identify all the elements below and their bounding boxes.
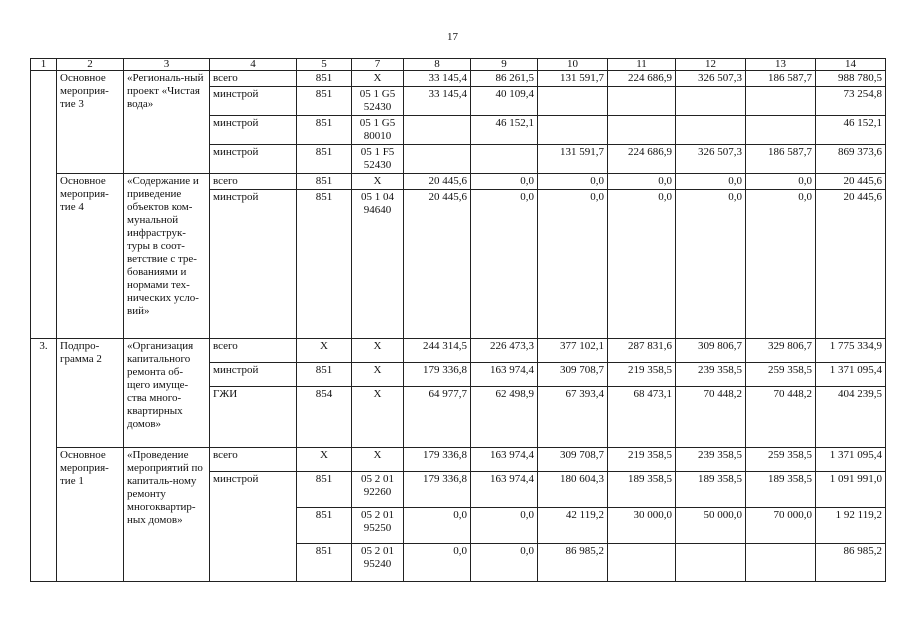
subprogram-description: «Организация капитального ремонта об-щего имуще-ства много-квартирных домов» xyxy=(124,339,210,448)
event-name: Основное мероприя-тие 1 xyxy=(57,448,124,582)
budget-table xyxy=(30,58,886,582)
value-cell: 0,0 xyxy=(608,174,676,190)
value-cell xyxy=(608,544,676,582)
executor-cell: ГЖИ xyxy=(210,387,297,448)
code-cell: 851 xyxy=(297,508,352,544)
value-cell: 239 358,5 xyxy=(676,448,746,472)
value-cell xyxy=(746,116,816,145)
value-cell: 20 445,6 xyxy=(816,190,886,339)
value-cell: 224 686,9 xyxy=(608,145,676,174)
value-cell: 163 974,4 xyxy=(471,363,538,387)
value-cell: 86 985,2 xyxy=(538,544,608,582)
value-cell: 20 445,6 xyxy=(404,174,471,190)
code-cell: 05 1 04 94640 xyxy=(352,190,404,339)
value-cell: 0,0 xyxy=(538,190,608,339)
value-cell: 46 152,1 xyxy=(471,116,538,145)
value-cell: 0,0 xyxy=(746,190,816,339)
row-number: 3. xyxy=(31,339,57,582)
header-cell: 3 xyxy=(124,59,210,71)
value-cell: 163 974,4 xyxy=(471,472,538,508)
value-cell: 70 448,2 xyxy=(746,387,816,448)
header-cell: 8 xyxy=(404,59,471,71)
value-cell: 287 831,6 xyxy=(608,339,676,363)
executor-cell: всего xyxy=(210,174,297,190)
code-cell: X xyxy=(352,387,404,448)
value-cell: 1 775 334,9 xyxy=(816,339,886,363)
header-cell: 4 xyxy=(210,59,297,71)
code-cell: 05 2 01 92260 xyxy=(352,472,404,508)
table-row xyxy=(31,71,886,87)
code-cell: X xyxy=(352,448,404,472)
value-cell: 179 336,8 xyxy=(404,363,471,387)
code-cell: X xyxy=(352,339,404,363)
value-cell xyxy=(404,145,471,174)
value-cell: 67 393,4 xyxy=(538,387,608,448)
value-cell: 0,0 xyxy=(538,174,608,190)
value-cell xyxy=(608,116,676,145)
code-cell: X xyxy=(352,174,404,190)
value-cell: 46 152,1 xyxy=(816,116,886,145)
executor-cell: минстрой xyxy=(210,87,297,116)
value-cell: 86 985,2 xyxy=(816,544,886,582)
value-cell: 0,0 xyxy=(471,508,538,544)
event-name: Основное мероприя-тие 3 xyxy=(57,71,124,174)
value-cell: 70 448,2 xyxy=(676,387,746,448)
value-cell: 179 336,8 xyxy=(404,472,471,508)
value-cell: 20 445,6 xyxy=(816,174,886,190)
executor-cell: всего xyxy=(210,448,297,472)
value-cell: 189 358,5 xyxy=(746,472,816,508)
event-name: Основное мероприя-тие 4 xyxy=(57,174,124,339)
empty-cell xyxy=(31,71,57,339)
event-description: «Проведение мероприятий по капиталь-ному ремонту многоквартир-ных домов» xyxy=(124,448,210,582)
code-cell: X xyxy=(297,448,352,472)
code-cell: 05 1 G5 52430 xyxy=(352,87,404,116)
header-row xyxy=(31,59,886,71)
value-cell: 259 358,5 xyxy=(746,363,816,387)
event-description: «Региональ-ный проект «Чистая вода» xyxy=(124,71,210,174)
value-cell xyxy=(471,145,538,174)
value-cell: 189 358,5 xyxy=(608,472,676,508)
value-cell: 259 358,5 xyxy=(746,448,816,472)
value-cell: 326 507,3 xyxy=(676,145,746,174)
page-number: 17 xyxy=(447,31,458,43)
value-cell: 239 358,5 xyxy=(676,363,746,387)
value-cell: 131 591,7 xyxy=(538,71,608,87)
code-cell: 05 1 G5 80010 xyxy=(352,116,404,145)
value-cell xyxy=(404,116,471,145)
value-cell: 0,0 xyxy=(404,544,471,582)
executor-cell: всего xyxy=(210,71,297,87)
code-cell: 851 xyxy=(297,190,352,339)
value-cell: 326 507,3 xyxy=(676,71,746,87)
executor-cell: минстрой xyxy=(210,116,297,145)
value-cell: 0,0 xyxy=(471,174,538,190)
value-cell xyxy=(746,87,816,116)
code-cell: 05 1 F5 52430 xyxy=(352,145,404,174)
code-cell: 05 2 01 95240 xyxy=(352,544,404,582)
code-cell: X xyxy=(352,71,404,87)
value-cell xyxy=(608,87,676,116)
value-cell: 86 261,5 xyxy=(471,71,538,87)
table-row xyxy=(31,174,886,190)
value-cell: 186 587,7 xyxy=(746,71,816,87)
value-cell: 0,0 xyxy=(404,508,471,544)
value-cell: 0,0 xyxy=(746,174,816,190)
value-cell: 226 473,3 xyxy=(471,339,538,363)
header-cell: 12 xyxy=(676,59,746,71)
value-cell xyxy=(676,87,746,116)
executor-cell: минстрой xyxy=(210,363,297,387)
header-cell: 5 xyxy=(297,59,352,71)
value-cell: 0,0 xyxy=(676,190,746,339)
value-cell: 309 806,7 xyxy=(676,339,746,363)
value-cell: 0,0 xyxy=(676,174,746,190)
value-cell: 1 091 991,0 xyxy=(816,472,886,508)
value-cell: 224 686,9 xyxy=(608,71,676,87)
value-cell: 68 473,1 xyxy=(608,387,676,448)
value-cell: 62 498,9 xyxy=(471,387,538,448)
value-cell: 1 92 119,2 xyxy=(816,508,886,544)
value-cell: 179 336,8 xyxy=(404,448,471,472)
code-cell: 851 xyxy=(297,116,352,145)
code-cell: X xyxy=(352,363,404,387)
code-cell: 851 xyxy=(297,87,352,116)
value-cell: 30 000,0 xyxy=(608,508,676,544)
header-cell: 10 xyxy=(538,59,608,71)
value-cell: 50 000,0 xyxy=(676,508,746,544)
value-cell xyxy=(538,87,608,116)
value-cell: 219 358,5 xyxy=(608,448,676,472)
value-cell: 329 806,7 xyxy=(746,339,816,363)
subprogram-name: Подпро-грамма 2 xyxy=(57,339,124,448)
header-cell: 1 xyxy=(31,59,57,71)
code-cell: 851 xyxy=(297,71,352,87)
code-cell: 851 xyxy=(297,544,352,582)
value-cell xyxy=(538,116,608,145)
value-cell: 189 358,5 xyxy=(676,472,746,508)
code-cell: 851 xyxy=(297,363,352,387)
value-cell: 1 371 095,4 xyxy=(816,448,886,472)
code-cell: 851 xyxy=(297,472,352,508)
value-cell: 64 977,7 xyxy=(404,387,471,448)
value-cell: 0,0 xyxy=(471,190,538,339)
value-cell: 73 254,8 xyxy=(816,87,886,116)
value-cell: 0,0 xyxy=(471,544,538,582)
value-cell: 131 591,7 xyxy=(538,145,608,174)
value-cell: 309 708,7 xyxy=(538,448,608,472)
value-cell xyxy=(676,544,746,582)
value-cell xyxy=(746,544,816,582)
value-cell: 20 445,6 xyxy=(404,190,471,339)
code-cell: 851 xyxy=(297,174,352,190)
value-cell: 404 239,5 xyxy=(816,387,886,448)
value-cell: 42 119,2 xyxy=(538,508,608,544)
value-cell: 180 604,3 xyxy=(538,472,608,508)
header-cell: 7 xyxy=(352,59,404,71)
value-cell: 219 358,5 xyxy=(608,363,676,387)
executor-cell: минстрой xyxy=(210,190,297,339)
header-cell: 2 xyxy=(57,59,124,71)
value-cell: 1 371 095,4 xyxy=(816,363,886,387)
header-cell: 9 xyxy=(471,59,538,71)
table-row xyxy=(31,448,886,472)
value-cell: 869 373,6 xyxy=(816,145,886,174)
value-cell: 309 708,7 xyxy=(538,363,608,387)
executor-cell: минстрой xyxy=(210,145,297,174)
value-cell xyxy=(676,116,746,145)
value-cell: 0,0 xyxy=(608,190,676,339)
code-cell: 851 xyxy=(297,145,352,174)
value-cell: 40 109,4 xyxy=(471,87,538,116)
value-cell: 186 587,7 xyxy=(746,145,816,174)
code-cell: 854 xyxy=(297,387,352,448)
value-cell: 377 102,1 xyxy=(538,339,608,363)
code-cell: 05 2 01 95250 xyxy=(352,508,404,544)
header-cell: 14 xyxy=(816,59,886,71)
value-cell: 70 000,0 xyxy=(746,508,816,544)
executor-cell: всего xyxy=(210,339,297,363)
value-cell: 33 145,4 xyxy=(404,71,471,87)
value-cell: 163 974,4 xyxy=(471,448,538,472)
table-row xyxy=(31,339,886,363)
executor-cell: минстрой xyxy=(210,472,297,582)
code-cell: X xyxy=(297,339,352,363)
header-cell: 11 xyxy=(608,59,676,71)
value-cell: 33 145,4 xyxy=(404,87,471,116)
value-cell: 988 780,5 xyxy=(816,71,886,87)
event-description: «Содержание и приведение объектов ком-мунальной инфраструк-туры в соот-ветствие с тре-бованиями и нормами тех-нических усло-вий» xyxy=(124,174,210,339)
value-cell: 244 314,5 xyxy=(404,339,471,363)
header-cell: 13 xyxy=(746,59,816,71)
